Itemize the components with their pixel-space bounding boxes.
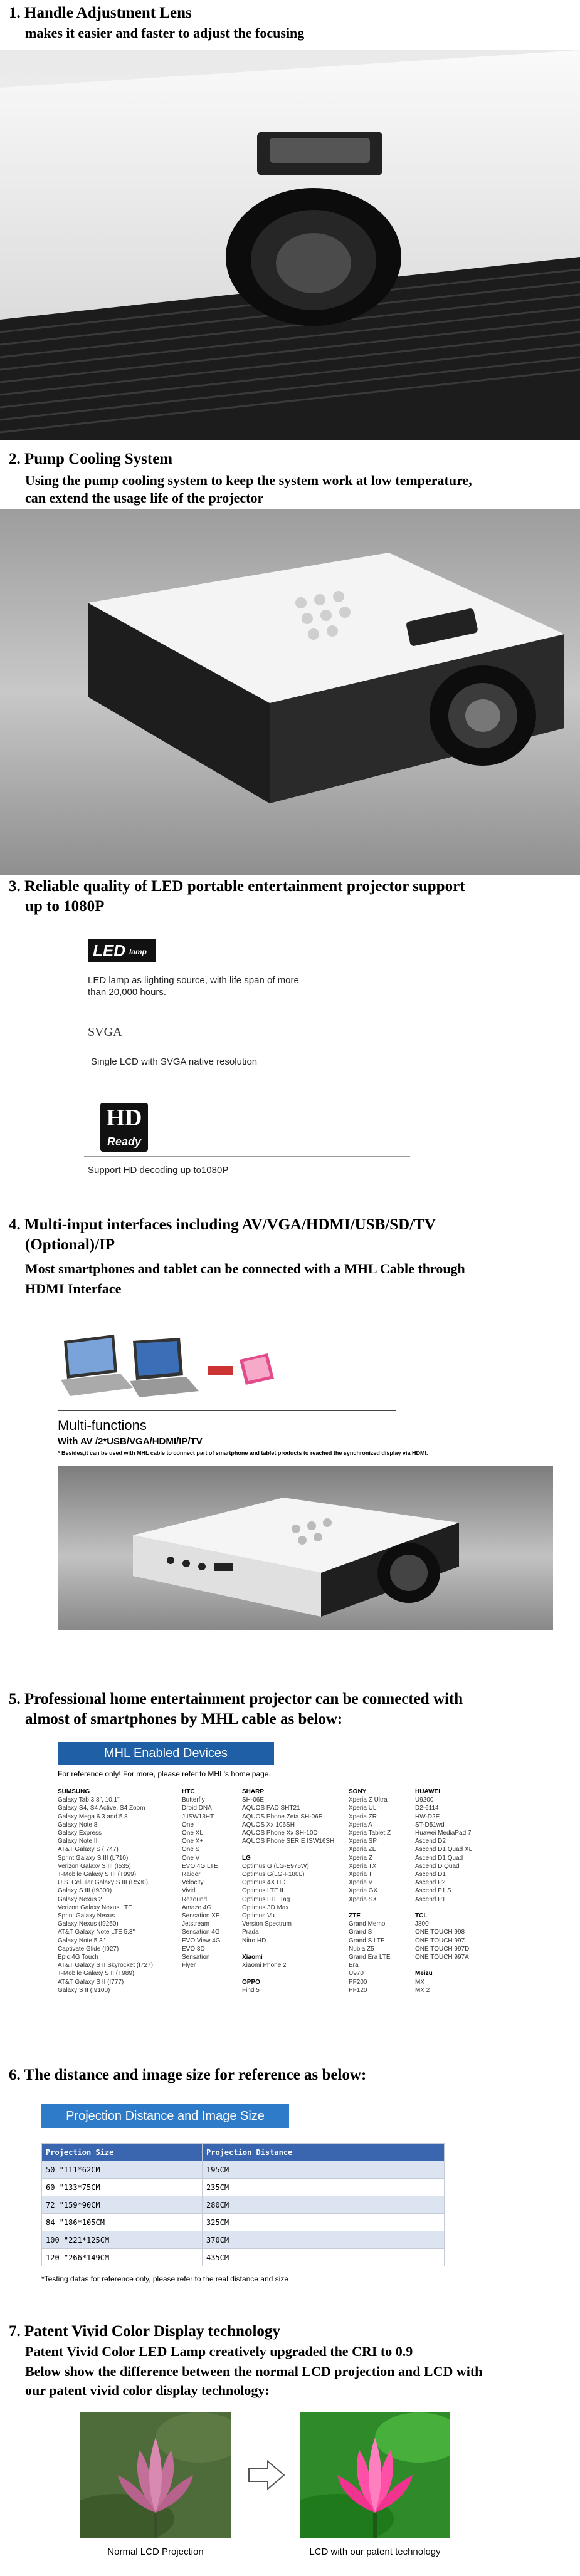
table-cell: 50 "111*62CM — [42, 2161, 203, 2179]
section-3-title: 3. Reliable quality of LED portable entertainment projector support — [9, 878, 465, 895]
section-2-text-2: can extend the usage life of the projector — [25, 490, 264, 506]
projector-ports-photo — [58, 1466, 553, 1630]
table-row — [42, 2249, 445, 2266]
arrow-right-icon — [248, 2459, 285, 2491]
patent-lcd-caption: LCD with our patent technology — [309, 2547, 441, 2557]
section-1-text: makes it easier and faster to adjust the focusing — [25, 25, 305, 41]
brand-column-htc — [182, 1788, 221, 1969]
divider — [84, 1156, 410, 1157]
projector-cooling-image — [0, 509, 580, 875]
table-header-row — [42, 2144, 445, 2161]
brand-devices: Optimus G (LG-E975W) Optimus G(LG-F180L) Optimus 4X HD Optimus LTE II Optimus LTE Tag Optimus 3D Max Optimus Vu Version Spectrum Prada Nitro HD — [242, 1862, 309, 1944]
table-cell: 120 "266*149CM — [42, 2249, 203, 2266]
projector-lens-image — [0, 50, 580, 440]
section-1-title: 1. Handle Adjustment Lens — [9, 4, 192, 21]
column-header: Projection Distance — [203, 2144, 445, 2161]
table-row — [42, 2214, 445, 2231]
hd-text: HD — [106, 1105, 142, 1131]
section-7-text-3: our patent vivid color display technology: — [25, 2382, 270, 2398]
brand-name: HTC — [182, 1788, 195, 1795]
brand-column-samsung — [58, 1788, 153, 1995]
section-5-title: 5. Professional home entertainment projector can be connected with — [9, 1691, 463, 1708]
table-cell: 280CM — [203, 2196, 445, 2214]
led-lamp-badge — [88, 939, 156, 962]
distance-header: Projection Distance and Image Size — [41, 2104, 289, 2128]
multi-functions-subtitle: With AV /2*USB/VGA/HDMI/IP/TV — [58, 1436, 203, 1447]
projector-ports-image — [58, 1466, 553, 1630]
section-4-title-2: (Optional)/IP — [25, 1236, 115, 1253]
section-2-title: 2. Pump Cooling System — [9, 451, 173, 467]
brand-devices: MX MX 2 — [415, 1978, 430, 1994]
patent-lcd-image — [300, 2412, 450, 2538]
brand-name: Xiaomi — [242, 1954, 263, 1961]
table-cell: 325CM — [203, 2214, 445, 2231]
normal-lcd-image — [80, 2412, 231, 2538]
brand-devices: Grand Memo Grand S Grand S LTE Nubia Z5 Grand Era LTE Era U970 PF200 PF120 — [349, 1921, 391, 1994]
table-row — [42, 2231, 445, 2249]
divider — [58, 1410, 396, 1411]
table-cell: 235CM — [203, 2179, 445, 2196]
section-3-title-2: up to 1080P — [25, 898, 105, 915]
brand-devices: Butterfly Droid DNA J ISW13HT One One XL One X+ One S One V EVO 4G LTE Raider Velocity Vivid Rezound Amaze 4G Sensation XE Jetstream Sensation 4G EVO View 4G EVO 3D Sensation Flyer — [182, 1796, 221, 1969]
section-4-title: 4. Multi-input interfaces including AV/VGA/HDMI/USB/SD/TV — [9, 1216, 436, 1233]
section-4-text-1: Most smartphones and tablet can be connected with a MHL Cable through — [25, 1261, 465, 1276]
section-6-title: 6. The distance and image size for reference as below: — [9, 2067, 367, 2083]
table-cell: 84 "186*105CM — [42, 2214, 203, 2231]
multi-functions-note: * Besides,it can be used with MHL cable to connect part of smartphone and tablet products to reached the synchronized display via HDMI. — [58, 1450, 428, 1456]
section-4-text-2: HDMI Interface — [25, 1281, 122, 1296]
table-cell: 60 "133*75CM — [42, 2179, 203, 2196]
led-badge-small: lamp — [129, 947, 147, 956]
brand-devices: Xiaomi Phone 2 — [242, 1962, 287, 1969]
section-7-text-2: Below show the difference between the normal LCD projection and LCD with — [25, 2364, 483, 2379]
section-7-text-1: Patent Vivid Color LED Lamp creatively upgraded the CRI to 0.9 — [25, 2344, 413, 2359]
brand-column-huawei — [415, 1788, 472, 1995]
led-badge-text: LED — [93, 941, 125, 960]
brand-devices: Xperia Z Ultra Xperia UL Xperia ZR Xperia A Xperia Tablet Z Xperia SP Xperia ZL Xperia Z Xperia TX Xperia T Xperia V Xperia GX Xperia SX — [349, 1796, 391, 1903]
brand-column-sony — [349, 1788, 391, 1995]
projector-lens-photo — [0, 50, 580, 440]
projector-cooling-photo — [0, 509, 580, 875]
brand-devices: J800 ONE TOUCH 998 ONE TOUCH 997 ONE TOUCH 997D ONE TOUCH 997A — [415, 1921, 470, 1961]
led-lamp-desc-1: LED lamp as lighting source, with life span of more — [88, 975, 299, 986]
normal-lcd-caption: Normal LCD Projection — [107, 2547, 204, 2557]
brand-name: OPPO — [242, 1978, 260, 1986]
table-row — [42, 2196, 445, 2214]
brand-name: HUAWEI — [415, 1788, 440, 1795]
svga-label: SVGA — [88, 1025, 122, 1039]
table-cell: 195CM — [203, 2161, 445, 2179]
column-header: Projection Size — [42, 2144, 203, 2161]
brand-name: SONY — [349, 1788, 367, 1795]
brand-name: LG — [242, 1854, 251, 1862]
devices-illustration — [58, 1328, 308, 1404]
multi-functions-title: Multi-functions — [58, 1417, 147, 1433]
brand-devices: Galaxy Tab 3 8", 10.1" Galaxy S4, S4 Active, S4 Zoom Galaxy Mega 6.3 and 5.8 Galaxy Note 8 Galaxy Express Galaxy Note II AT&T Galaxy S (I747) Sprint Galaxy S III (L710) Verizon Galaxy S III (I535) T-Mobile Galaxy S III (T999) U.S. Cellular Galaxy S III (R530) Galaxy S III (I9300) Galaxy Nexus 2 Verizon Galaxy Nexus LTE Sprint Galaxy Nexus Galaxy Nexus (I9250) AT&T Galaxy Note LTE 5.3" Galaxy Note 5.3" Captivate Glide (I927) Epic 4G Touch AT&T Galaxy S II Skyrocket (I727) T-Mobile Galaxy S II (T989) AT&T Galaxy S II (I777) Galaxy S II (I9100) — [58, 1796, 153, 1994]
section-7-title: 7. Patent Vivid Color Display technology — [9, 2323, 280, 2340]
hd-ready-badge — [100, 1103, 148, 1152]
brand-name: SUMSUNG — [58, 1788, 90, 1795]
ready-text: Ready — [107, 1135, 142, 1148]
section-5-title-2: almost of smartphones by MHL cable as below: — [25, 1711, 343, 1728]
lotus-vivid-image — [300, 2412, 450, 2538]
brand-name: TCL — [415, 1912, 428, 1920]
table-row — [42, 2179, 445, 2196]
brand-name: SHARP — [242, 1788, 265, 1795]
table-cell: 72 "159*90CM — [42, 2196, 203, 2214]
brand-devices: Find 5 — [242, 1986, 260, 1994]
distance-table — [41, 2143, 445, 2266]
brand-column-sharp — [242, 1788, 334, 1995]
svga-desc: Single LCD with SVGA native resolution — [91, 1056, 258, 1067]
table-cell: 370CM — [203, 2231, 445, 2249]
brand-devices: SH-06E AQUOS PAD SHT21 AQUOS Phone Zeta SH-06E AQUOS Xx 106SH AQUOS Phone Xx SH-10D AQUOS Phone SERIE ISW16SH — [242, 1796, 335, 1845]
brand-devices: U9200 D2-6114 HW-D2E ST-D51wd Huawei MediaPad 7 Ascend D2 Ascend D1 Quad XL Ascend D1 Quad Ascend D Quad Ascend D1 Ascend P2 Ascend P1 S Ascend P1 — [415, 1796, 473, 1903]
lotus-normal-image — [80, 2412, 231, 2538]
table-cell: 100 "221*125CM — [42, 2231, 203, 2249]
hd-desc: Support HD decoding up to1080P — [88, 1165, 229, 1176]
section-2-text-1: Using the pump cooling system to keep the system work at low temperature, — [25, 472, 472, 488]
brand-name: ZTE — [349, 1912, 361, 1920]
table-row — [42, 2161, 445, 2179]
distance-note: *Testing datas for reference only, please refer to the real distance and size — [41, 2275, 289, 2283]
mhl-note: For reference only! For more, please refer to MHL's home page. — [58, 1770, 271, 1778]
mhl-header: MHL Enabled Devices — [58, 1742, 274, 1765]
led-lamp-desc-2: than 20,000 hours. — [88, 987, 167, 998]
brand-name: Meizu — [415, 1970, 433, 1978]
table-cell: 435CM — [203, 2249, 445, 2266]
